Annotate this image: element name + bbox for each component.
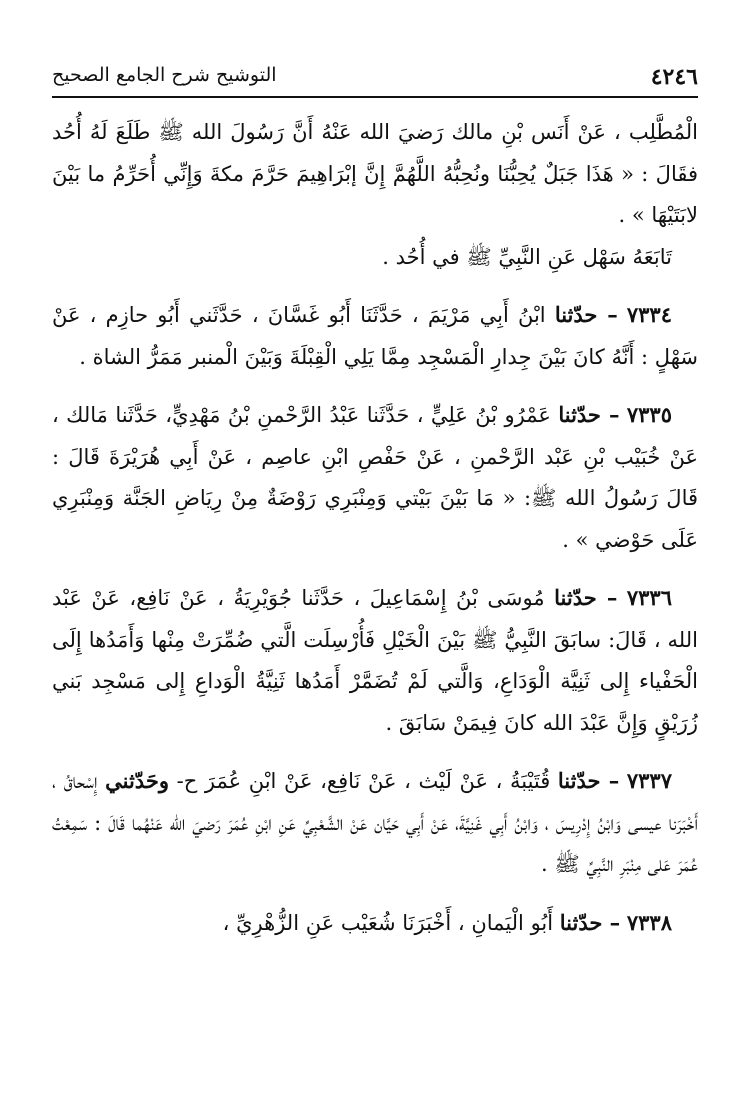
text-segment: قُتَيْبَةُ ، عَنْ لَيْث ، عَنْ نَافِع، عَنْ ابْنِ عُمَرَ ح- bbox=[176, 769, 558, 793]
paragraph-continuation bbox=[52, 112, 698, 237]
hadith-number: ٧٣٣٦ bbox=[626, 585, 672, 610]
paragraph-tabaahu bbox=[52, 237, 698, 279]
text-segment: ابْنُ أَبِي مَرْيَمَ ، حَدَّثَنَا أَبُو غَسَّانَ ، حَدَّثَني أَبُو حازِم ، عَنْ سَهْلٍ : أَنَّهُ كانَ بَيْنَ جِدارِ الْمَسْجِد مِمَّا يَلِي الْقِبْلَةَ وَبَيْنَ الْمنبر مَمَرُّ الشاة . bbox=[52, 303, 698, 369]
haddathana-label: – حدّثنا bbox=[554, 585, 618, 610]
hadith-7334 bbox=[52, 294, 698, 378]
salawat-symbol: ﷺ bbox=[158, 120, 184, 144]
hadith-number: ٧٣٣٧ bbox=[626, 768, 672, 793]
text-segment: تَابَعَهُ سَهْل عَنِ النَّبِيِّ bbox=[491, 244, 672, 269]
haddathana-label: – حدّثنا bbox=[554, 302, 618, 327]
hadith-7336 bbox=[52, 577, 698, 744]
hadith-number: ٧٣٣٨ bbox=[626, 909, 672, 935]
page-header bbox=[52, 60, 698, 98]
text-segment: إِسْحاقُ ، أَخْبَرَنا عيسى وَابْنُ إِدْرِيسَ ، وَابْنُ أَبِي غَنِيَّةَ، عَنْ أَبِي حَيَّان عَنْ الشَّعْبِيِّ عَنِ ابْنِ عُمَرَ رَضيَ الله عَنْهُما قَالَ : سَمِعْتُ عُمَرَ عَلى مِنْبَرِ النَّبِيِّ bbox=[52, 769, 698, 876]
page-body bbox=[52, 112, 698, 944]
text-segment: بَيْنَ الْخَيْلِ فَأُرْسِلَت الَّتي ضُمِّرَتْ مِنْها وَأَمَدُها إِلَى الْحَفْياء إِلى ثَنِيَّة الْوَدَاعِ، وَالَّتي لَمْ تُضَمَّرْ أَمَدُها ثَنِيَّةُ الْوَداعِ إِلى مَسْجِد بَني زُرَيْقٍ وَإِنَّ عَبْدَ الله كانَ فِيمَنْ سَابَقَ . bbox=[52, 627, 698, 735]
text-segment: أَبُو الْيَمانِ ، أَخْبَرَنَا شُعَيْب عَنِ الزُّهْرِيِّ ، bbox=[222, 910, 560, 935]
text-segment: في أُحُد . bbox=[382, 244, 467, 269]
hadith-7338 bbox=[52, 902, 698, 945]
text-segment: مُوسَى بْنُ إِسْمَاعِيلَ ، حَدَّثَنا جُوَيْرِيَةُ ، عَنْ نَافِع، عَنْ عَبْد الله ، قَالَ: سابَقَ النَّبِيُّ bbox=[52, 586, 698, 652]
page-number: ٤٢٤٦ bbox=[650, 64, 698, 90]
hadith-number: ٧٣٣٥ bbox=[626, 402, 672, 427]
text-segment: . bbox=[540, 852, 555, 876]
hadith-7335 bbox=[52, 394, 698, 561]
text-segment: طَلَعَ لَهُ أُحُد فقَالَ : « هَذَا جَبَلٌ يُحِبُّنَا ونُحِبُّهُ اللَّهُمَّ إِنَّ إبْرَاهِيمَ حَرَّمَ مكةَ وَإِنِّي أُحَرِّمُ ما بَيْنَ لابَتَيْهَا » . bbox=[52, 120, 698, 227]
haddathani-label: وحَدّثني bbox=[105, 768, 169, 793]
hadith-7337 bbox=[52, 760, 698, 886]
haddathana-label: – حدّثنا bbox=[559, 909, 621, 935]
text-segment: عَمْرُو بْنُ عَلِيٍّ ، حَدَّثَنا عَبْدُ الرَّحْمنِ بْنُ مَهْدِيٍّ، حَدَّثَنا مَالك ، عَنْ خُبَيْب بْنِ عَبْد الرَّحْمنِ ، عَنْ حَفْصِ ابْنِ عاصِم ، عَنْ أَبِي هُرَيْرَةَ قَالَ : قَالَ رَسُولُ الله bbox=[52, 403, 699, 510]
text-segment: الْمُطَّلِب ، عَنْ أَنَس بْنِ مالك رَضيَ الله عَنْهُ أَنَّ رَسُولَ الله bbox=[183, 120, 699, 144]
text-segment: : « مَا بَيْنَ بَيْتي وَمِنْبَرِي رَوْضَةٌ مِنْ رِيَاضِ الجَنَّة وَمِنْبَرِي عَلَى حَوْضي » . bbox=[52, 486, 698, 552]
salawat-symbol: ﷺ bbox=[531, 486, 557, 510]
salawat-symbol: ﷺ bbox=[554, 852, 580, 876]
salawat-symbol: ﷺ bbox=[466, 244, 492, 269]
hadith-number: ٧٣٣٤ bbox=[626, 302, 672, 327]
salawat-symbol: ﷺ bbox=[472, 627, 498, 652]
book-page bbox=[52, 60, 698, 944]
haddathana-label: – حدّثنا bbox=[558, 402, 620, 427]
running-title: التوشيح شرح الجامع الصحيح bbox=[52, 64, 277, 86]
haddathana-label: – حدّثنا bbox=[557, 768, 620, 793]
